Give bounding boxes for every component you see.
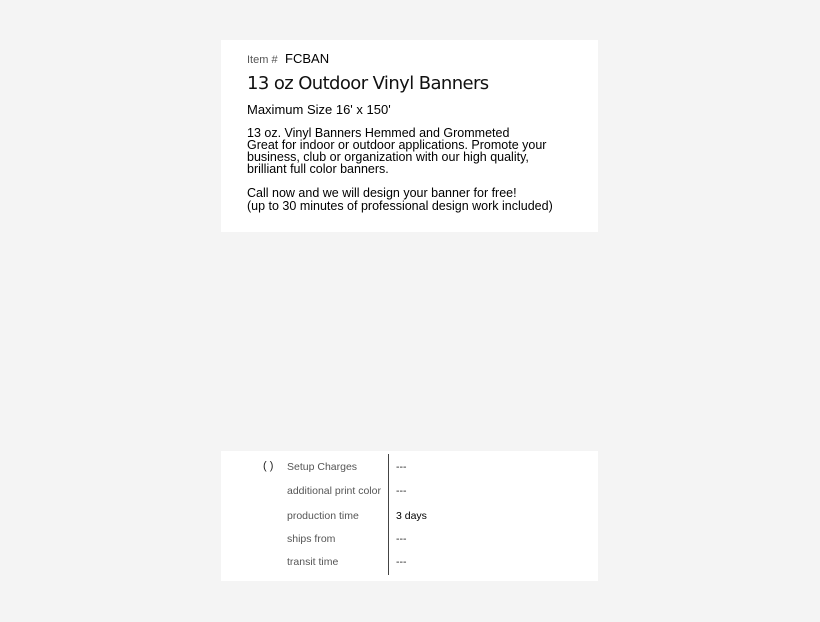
spec-label: additional print color (287, 485, 381, 497)
spec-label: Setup Charges (287, 461, 358, 473)
spec-row-production-time (221, 510, 598, 526)
description-line: 13 oz. Vinyl Banners Hemmed and Grommeted (247, 126, 510, 140)
item-number (247, 50, 329, 68)
setup-charges-checkbox[interactable]: ( ) (263, 460, 274, 472)
cta-line: (up to 30 minutes of professional design work included) (247, 199, 553, 213)
spec-row-ships-from (221, 533, 598, 549)
spec-value: --- (396, 461, 407, 473)
specs-card (221, 451, 598, 581)
item-number-value: FCBAN (285, 51, 330, 66)
spec-row-transit-time (221, 556, 598, 572)
spec-value: --- (396, 485, 407, 497)
spec-value: --- (396, 533, 407, 545)
spec-label: transit time (287, 556, 339, 568)
max-size: Maximum Size 16' x 150' (247, 102, 391, 117)
description-line: brilliant full color banners. (247, 162, 389, 176)
spec-label: production time (287, 510, 359, 522)
spec-row-additional-print-color (221, 485, 598, 501)
cta-line: Call now and we will design your banner for free! (247, 186, 517, 200)
spec-value: --- (396, 556, 407, 568)
spec-value: 3 days (396, 510, 427, 522)
item-number-label: Item # (247, 54, 278, 66)
description-line: business, club or organization with our high quality, (247, 150, 529, 164)
spec-label: ships from (287, 533, 336, 545)
product-title: 13 oz Outdoor Vinyl Banners (247, 73, 489, 94)
product-description (247, 127, 592, 175)
product-info-card (221, 40, 598, 232)
spec-row-setup-charges (221, 461, 598, 477)
description-line: Great for indoor or outdoor applications. Promote your (247, 138, 547, 152)
call-to-action (247, 187, 592, 213)
